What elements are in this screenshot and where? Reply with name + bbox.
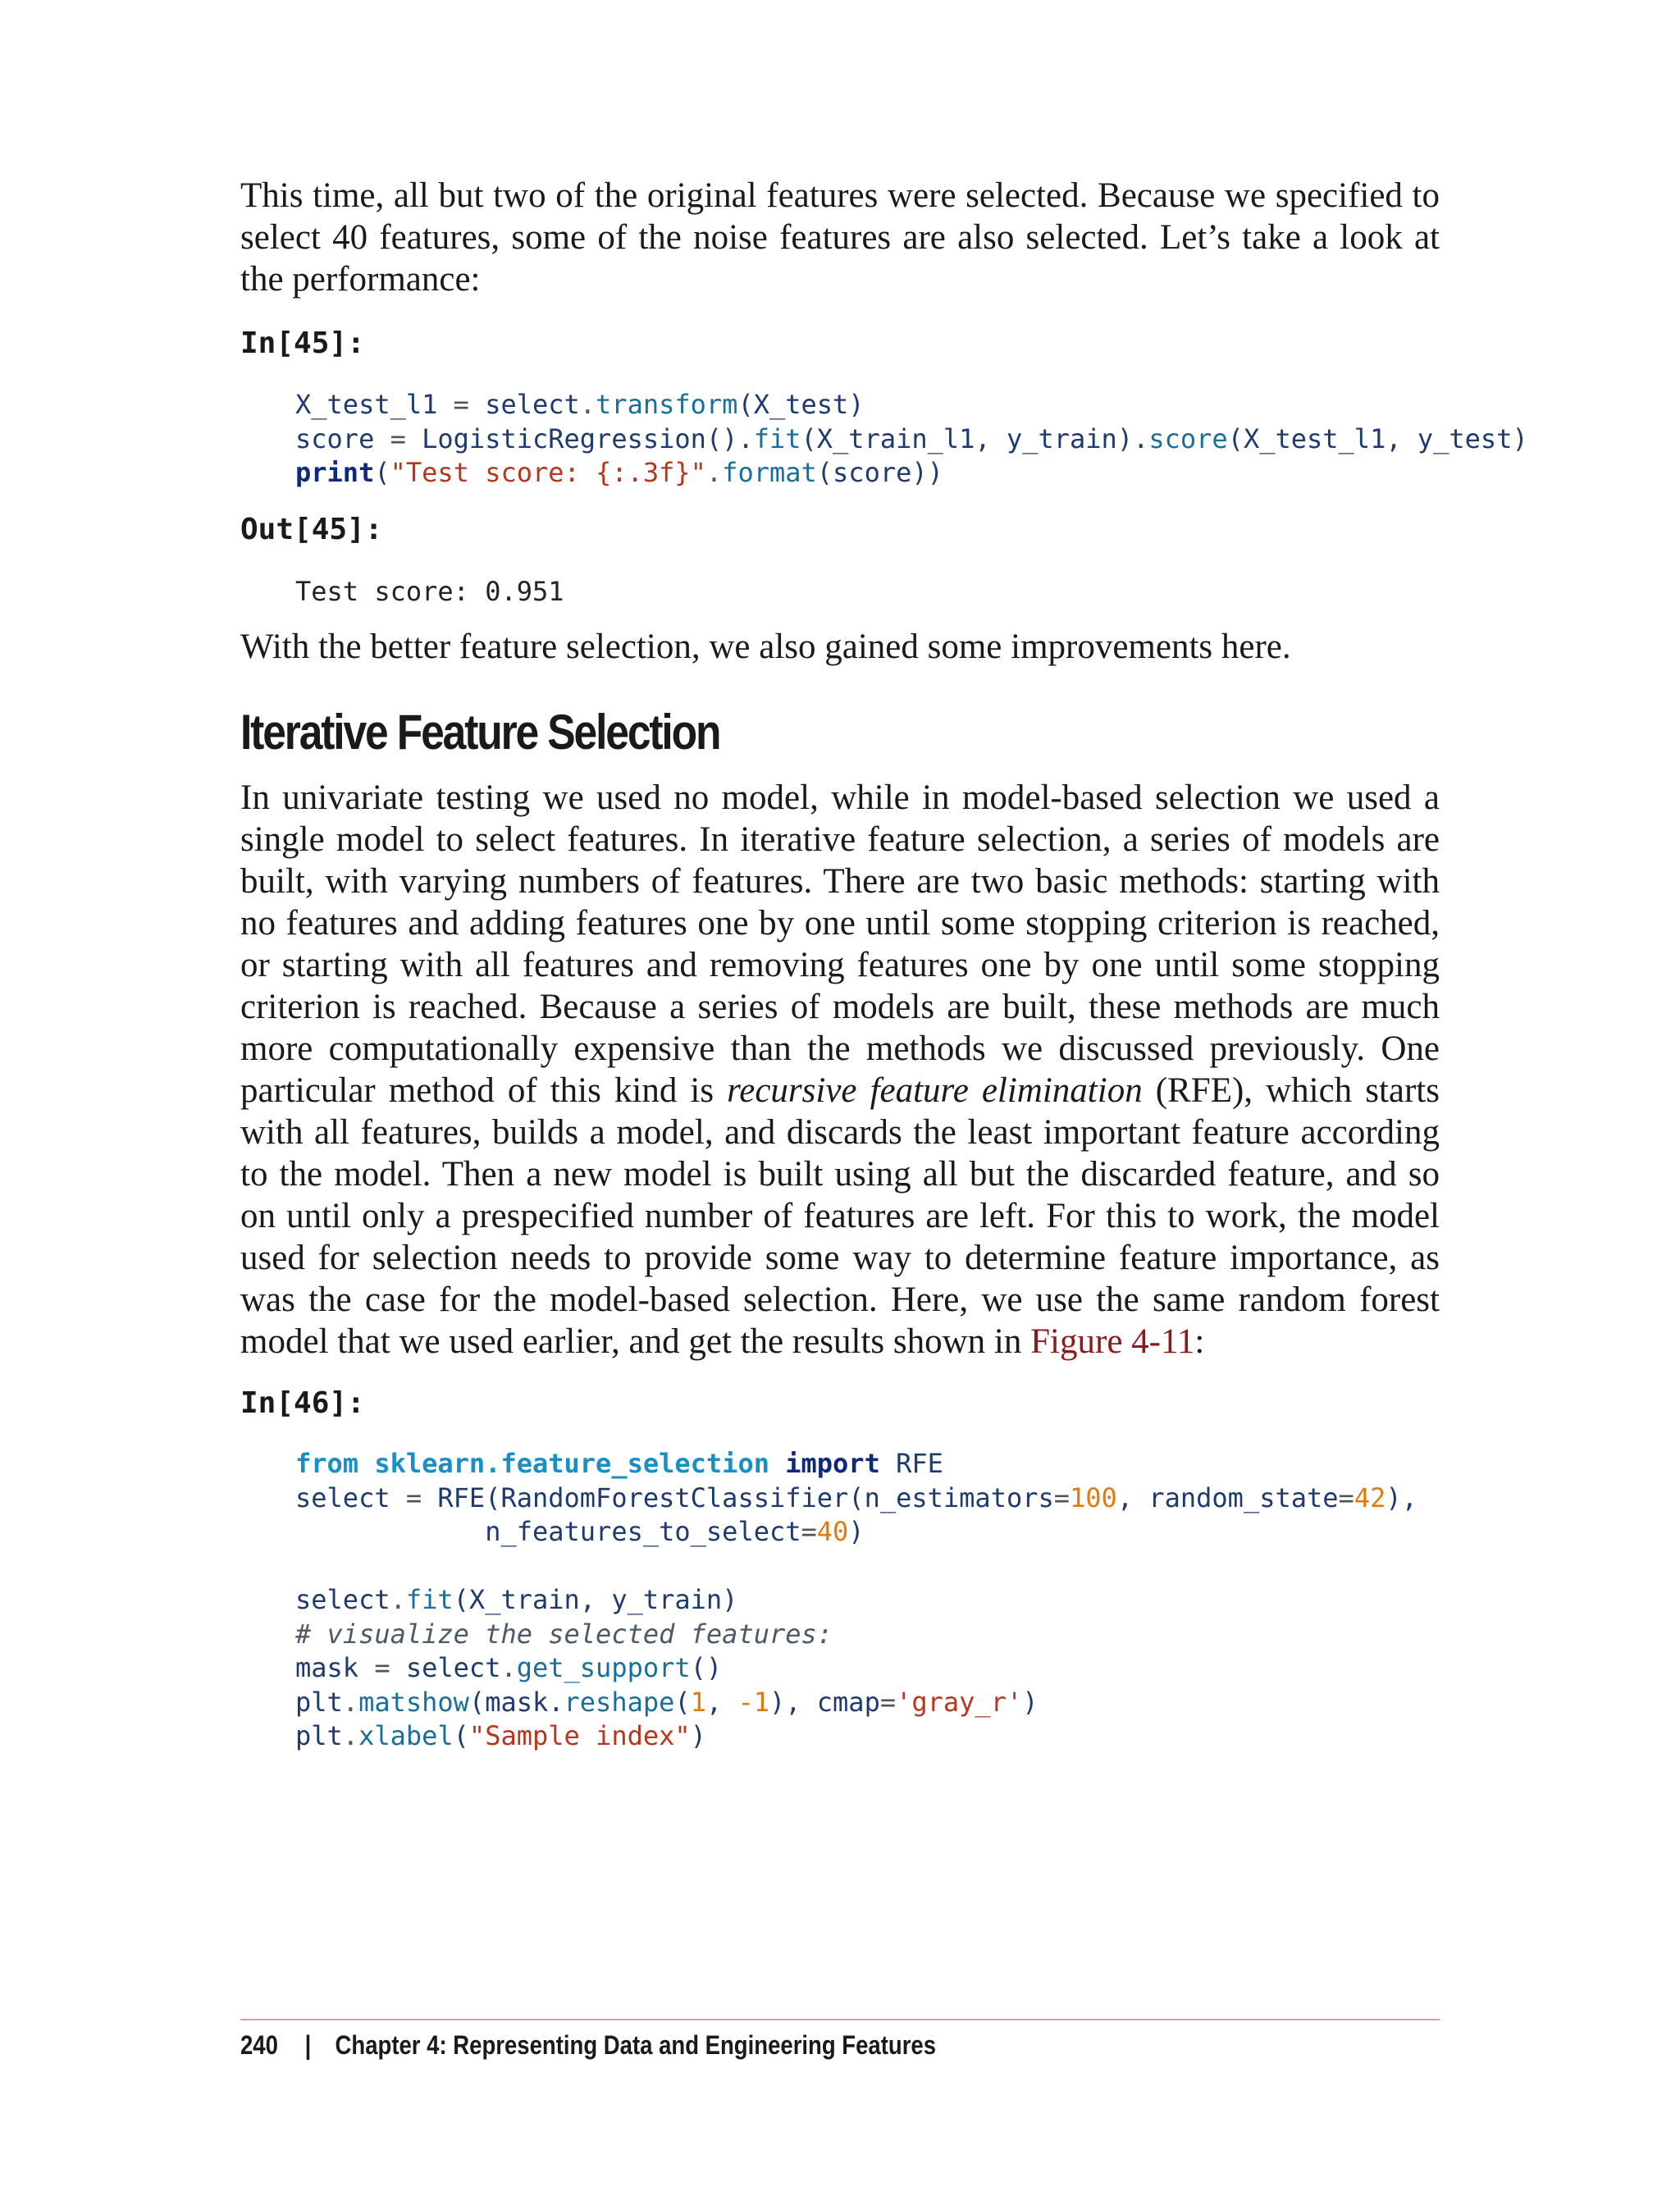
page-footer — [240, 2030, 936, 2061]
rfe-term: recursive feature elimination — [727, 1071, 1143, 1110]
figure-link[interactable]: Figure 4-11 — [1030, 1322, 1195, 1361]
output-label-45: Out[45]: — [240, 513, 383, 546]
input-label-46: In[46]: — [240, 1386, 365, 1420]
footer-separator: | — [304, 2030, 312, 2060]
output-block-45: Test score: 0.951 — [295, 576, 564, 607]
rfe-paragraph: In univariate testing we used no model, while in model-based selection we used a single model to select features. In iterative feature selection, a series of models are built, with varying numbers of features. There are two basic methods: starting with no features and adding features one by one until some stopping criterion is reached, or starting with all features and removing features one by one until some stopping criterion is reached. Because a series of models are built, these methods are much more computationally expensive than the methods we discussed previously. One particular method of this kind is recursive feature elimination (RFE), which starts with all features, builds a model, and discards the least important feature according to the model. Then a new model is built using all but the discarded feature, and so on until only a prespecified number of features are left. For this to work, the model used for selection needs to provide some way to determine feature importance, as was the case for the model-based selection. Here, we use the same random forest model that we used earlier, and get the results shown in Figure 4-11: — [240, 778, 1440, 1361]
chapter-title: Chapter 4: Representing Data and Engineering Features — [335, 2030, 937, 2060]
code-block-46: from sklearn.feature_selection import RFE select = RFE(RandomForestClassifier(n_estimators=100, random_state=42), n_features_to_select=40) select.fit(X_train, y_train) # visualize the selected features: mask = select.get_support() plt.matshow(mask.reshape(1, -1), cmap='gray_r') plt.xlabel("Sample index") — [295, 1448, 1418, 1751]
input-label-45: In[45]: — [240, 326, 365, 360]
code-block-45: X_test_l1 = select.transform(X_test) score = LogisticRegression().fit(X_train_l1, y_train).score(X_test_l1, y_test) print("Test score: {:.3f}".format(score)) — [295, 389, 1528, 488]
footer-rule — [240, 2019, 1440, 2020]
intro-paragraph: This time, all but two of the original features were selected. Because we specified to select 40 features, some of the noise features are also selected. Let’s take a look at the performance: — [240, 176, 1440, 299]
result-paragraph: With the better feature selection, we also gained some improvements here. — [240, 628, 1291, 666]
section-heading: Iterative Feature Selection — [240, 705, 720, 760]
page-number: 240 — [240, 2030, 278, 2060]
